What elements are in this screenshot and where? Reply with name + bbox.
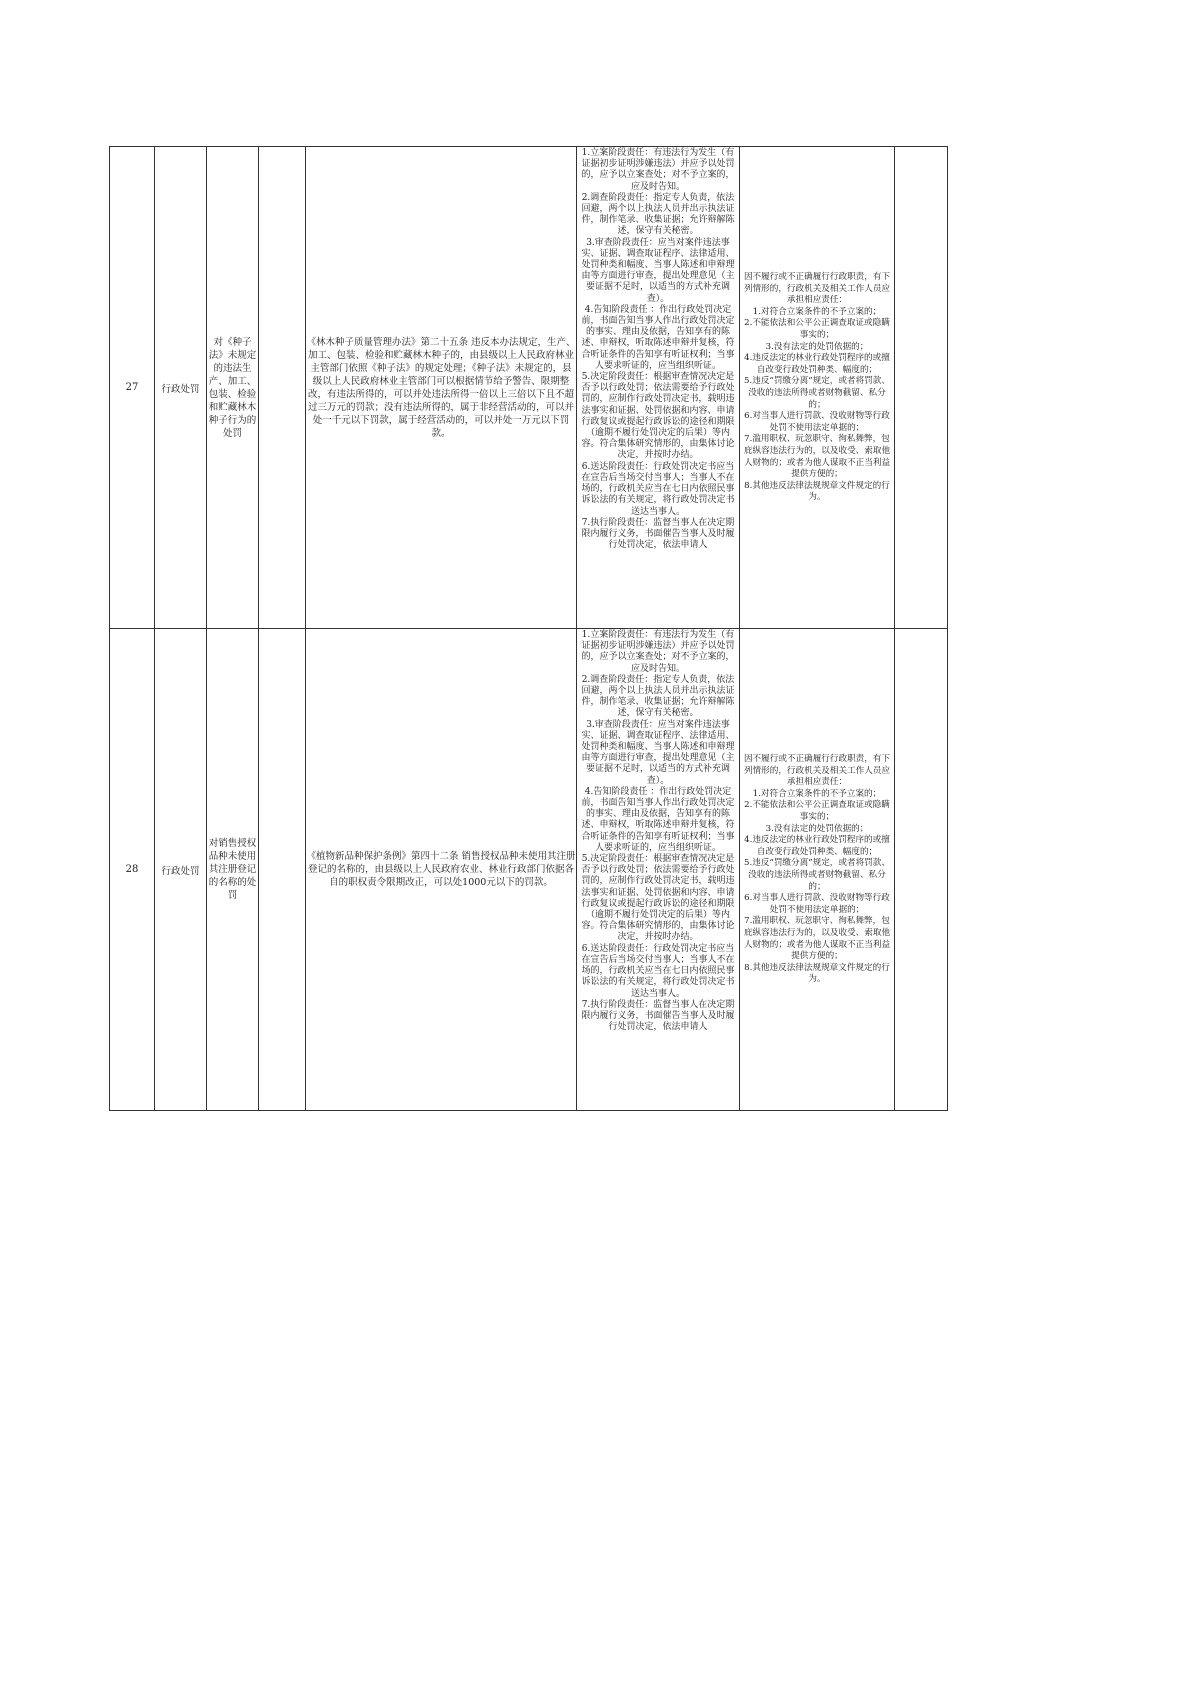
power-type: 行政处罚	[155, 629, 207, 1111]
duty-item: 因不履行或不正确履行行政职责，有下列情形的，行政机关及相关工作人员应承担相应责任：	[743, 754, 891, 788]
accountability-clauses	[740, 629, 895, 1111]
empty-cell	[895, 629, 948, 1111]
empty-cell	[895, 147, 948, 629]
stage-item: 5.决定阶段责任：根据审查情况决定是否予以行政处罚；依法需要给予行政处罚的，应制作行政处罚决定书，载明违法事实和证据、处罚依据和内容、申请行政复议或提起行政诉讼的途径和期限（逾期不履行处罚决定的后果）等内容。符合集体研究情形的，由集体讨论决定，并按时办结。	[581, 372, 735, 461]
legal-basis: 《林木种子质量管理办法》第二十五条 违反本办法规定，生产、加工、包装、检验和贮藏林木种子的，由县级以上人民政府林业主管部门依照《种子法》的规定处理；《种子法》未规定的，县级以上人民政府林业主管部门可以根据情节给予警告、限期整改，有违法所得的，可以并处违法所得一倍以上三倍以下且不超过三万元的罚款；没有违法所得的，属于非经营活动的，可以并处一千元以下罚款，属于经营活动的，可以并处一万元以下罚款。	[306, 147, 577, 629]
row-number: 28	[110, 629, 155, 1111]
responsibility-stages	[577, 629, 740, 1111]
duty-item: 4.违反法定的林业行政处罚程序的或擅自改变行政处罚种类、幅度的；	[744, 835, 890, 857]
duty-item: 3.没有法定的处罚依据的；	[765, 823, 869, 834]
duty-item: 6.对当事人进行罚款、没收财物等行政处罚不使用法定单据的；	[744, 411, 890, 433]
accountability-clauses	[740, 147, 895, 629]
duty-item: 7.滥用职权、玩忽职守、徇私舞弊，包庇纵容违法行为的，以及收受、索取他人财物的；或者为他人谋取不正当利益提供方便的；	[743, 916, 891, 962]
duty-item: 8.其他违反法律法规规章文件规定的行为。	[744, 962, 890, 985]
stage-item: 5.决定阶段责任：根据审查情况决定是否予以行政处罚；依法需要给予行政处罚的，应制作行政处罚决定书，载明违法事实和证据、处罚依据和内容、申请行政复议或提起行政诉讼的途径和期限（逾期不履行处罚决定的后果）等内容。符合集体研究情形的，由集体讨论决定，并按时办结。	[581, 854, 735, 943]
duty-item: 1.对符合立案条件的不予立案的；	[752, 788, 882, 799]
table-row	[110, 629, 948, 1111]
table-row	[110, 147, 948, 629]
stage-item: 6.送达阶段责任：行政处罚决定书应当在宣告后当场交付当事人；当事人不在场的，行政机关应当在七日内依照民事诉讼法的有关规定，将行政处罚决定书送达当事人。	[581, 461, 735, 517]
stage-item: 6.送达阶段责任：行政处罚决定书应当在宣告后当场交付当事人；当事人不在场的，行政机关应当在七日内依照民事诉讼法的有关规定，将行政处罚决定书送达当事人。	[581, 943, 735, 999]
stage-item: 7.执行阶段责任：监督当事人在决定期限内履行义务，书面催告当事人及时履行处罚决定，依法申请人	[581, 517, 735, 551]
stage-item: 4.告知阶段责任 ：作出行政处罚决定前，书面告知当事人作出行政处罚决定的事实、理由及依据，告知享有的陈述、申辩权，听取陈述申辩并复核，符合听证条件的告知享有听证权利；当事人要求听证的，应当组织听证。	[581, 304, 735, 371]
duty-item: 2.不能依法和公平公正调查取证或隐瞒事实的；	[744, 800, 890, 823]
duty-item: 8.其他违反法律法规规章文件规定的行为。	[744, 480, 890, 503]
stage-item: 7.执行阶段责任：监督当事人在决定期限内履行义务，书面催告当事人及时履行处罚决定，依法申请人	[581, 999, 735, 1033]
duty-item: 因不履行或不正确履行行政职责，有下列情形的，行政机关及相关工作人员应承担相应责任：	[743, 272, 891, 306]
power-type: 行政处罚	[155, 147, 207, 629]
duty-item: 7.滥用职权、玩忽职守、徇私舞弊，包庇纵容违法行为的，以及收受、索取他人财物的；或者为他人谋取不正当利益提供方便的；	[743, 434, 891, 480]
stage-item: 1.立案阶段责任：有违法行为发生（有证据初步证明涉嫌违法）并应予以处罚的，应予以立案查处；对不予立案的，应及时告知。	[581, 630, 735, 674]
empty-cell	[259, 629, 306, 1111]
power-list-table	[109, 146, 948, 1111]
item-name: 对销售授权品种未使用其注册登记的名称的处罚	[207, 629, 259, 1111]
duty-item: 5.违反“罚缴分离”规定，或者将罚款、没收的违法所得或者财物截留、私分的；	[744, 376, 890, 410]
item-name: 对《种子法》未规定的违法生产、加工、包装、检验和贮藏林木种子行为的处罚	[207, 147, 259, 629]
duty-item: 6.对当事人进行罚款、没收财物等行政处罚不使用法定单据的；	[744, 893, 890, 915]
stage-item: 2.调查阶段责任：指定专人负责，依法回避，两个以上执法人员并出示执法证件，制作笔录、收集证据；允许辩解陈述，保守有关秘密。	[581, 674, 735, 719]
duty-item: 3.没有法定的处罚依据的；	[765, 341, 869, 352]
duty-item: 5.违反“罚缴分离”规定，或者将罚款、没收的违法所得或者财物截留、私分的；	[744, 858, 890, 892]
duty-item: 2.不能依法和公平公正调查取证或隐瞒事实的；	[744, 318, 890, 341]
stage-item: 1.立案阶段责任：有违法行为发生（有证据初步证明涉嫌违法）并应予以处罚的，应予以立案查处；对不予立案的，应及时告知。	[581, 148, 735, 192]
stage-item: 3.审查阶段责任：应当对案件违法事实、证据、调查取证程序、法律适用、处罚种类和幅度、当事人陈述和申辩理由等方面进行审查，提出处理意见（主要证据不足时，以适当的方式补充调查）。	[581, 237, 735, 304]
duty-item: 4.违反法定的林业行政处罚程序的或擅自改变行政处罚种类、幅度的；	[744, 353, 890, 375]
stage-item: 4.告知阶段责任 ：作出行政处罚决定前，书面告知当事人作出行政处罚决定的事实、理由及依据，告知享有的陈述、申辩权，听取陈述申辩并复核，符合听证条件的告知享有听证权利；当事人要求听证的，应当组织听证。	[581, 786, 735, 853]
stage-item: 3.审查阶段责任：应当对案件违法事实、证据、调查取证程序、法律适用、处罚种类和幅度、当事人陈述和申辩理由等方面进行审查，提出处理意见（主要证据不足时，以适当的方式补充调查）。	[581, 719, 735, 786]
responsibility-stages	[577, 147, 740, 629]
legal-basis: 《植物新品种保护条例》第四十二条 销售授权品种未使用其注册登记的名称的，由县级以上人民政府农业、林业行政部门依据各自的职权责令限期改正，可以处1000元以下的罚款。	[306, 629, 577, 1111]
stage-item: 2.调查阶段责任：指定专人负责，依法回避，两个以上执法人员并出示执法证件，制作笔录、收集证据；允许辩解陈述，保守有关秘密。	[581, 192, 735, 237]
duty-item: 1.对符合立案条件的不予立案的；	[752, 306, 882, 317]
row-number: 27	[110, 147, 155, 629]
empty-cell	[259, 147, 306, 629]
